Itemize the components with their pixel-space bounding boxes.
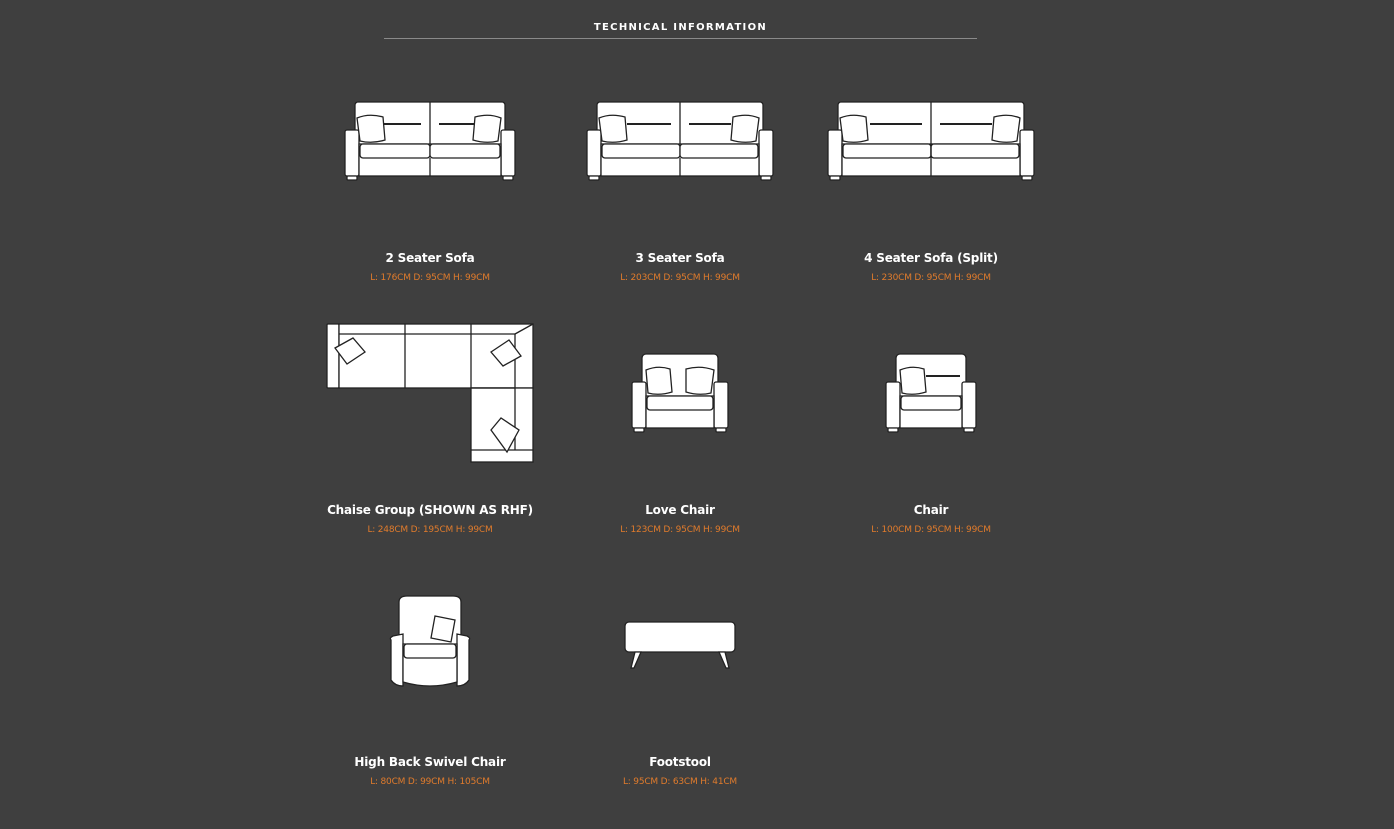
chair-icon (884, 352, 978, 436)
product-dimensions: L: 176CM D: 95CM H: 99CM (370, 273, 490, 283)
swivel-chair-icon (387, 594, 473, 690)
section-title: TECHNICAL INFORMATION (593, 22, 768, 33)
product-name: Chaise Group (SHOWN AS RHF) (327, 503, 533, 517)
product-name: Chair (913, 503, 949, 517)
product-dimensions: L: 248CM D: 195CM H: 99CM (367, 525, 493, 535)
product-name: 4 Seater Sofa (Split) (864, 251, 998, 265)
product-name: High Back Swivel Chair (354, 755, 506, 769)
chaise-group-icon (325, 322, 535, 464)
product-dimensions: L: 95CM D: 63CM H: 41CM (622, 777, 738, 787)
love-chair-icon (630, 352, 730, 436)
product-name: Love Chair (645, 503, 715, 517)
section-divider (384, 38, 977, 39)
product-dimensions: L: 203CM D: 95CM H: 99CM (620, 273, 740, 283)
product-name: 3 Seater Sofa (635, 251, 725, 265)
four-seater-sofa-icon (826, 100, 1036, 184)
product-dimensions: L: 123CM D: 95CM H: 99CM (620, 525, 740, 535)
product-name: 2 Seater Sofa (385, 251, 475, 265)
product-name: Footstool (649, 755, 711, 769)
product-dimensions: L: 230CM D: 95CM H: 99CM (871, 273, 991, 283)
product-dimensions: L: 80CM D: 99CM H: 105CM (370, 777, 490, 787)
product-dimensions: L: 100CM D: 95CM H: 99CM (871, 525, 991, 535)
two-seater-sofa-icon (343, 100, 517, 184)
footstool-icon (623, 620, 737, 670)
three-seater-sofa-icon (585, 100, 775, 184)
